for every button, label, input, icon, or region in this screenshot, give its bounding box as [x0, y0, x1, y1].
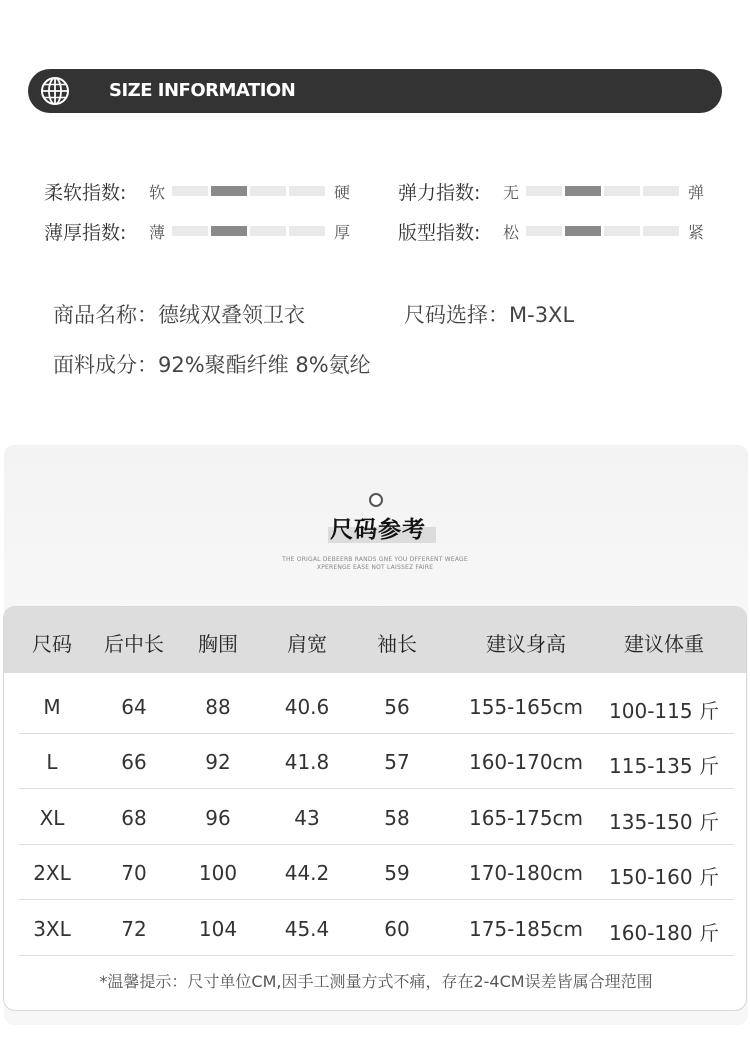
index-scale [172, 226, 325, 236]
table-cell: 45.4 [284, 917, 330, 941]
section-subtitle-line2: XPERENGE EASE NOT LAISSEZ FAIRE [316, 564, 434, 571]
index-scale-segment [211, 226, 247, 236]
index-row [44, 219, 354, 243]
index-scale-segment [172, 226, 208, 236]
index-scale-segment [643, 226, 679, 236]
index-scale-segment [565, 186, 601, 196]
index-scale-segment [289, 186, 325, 196]
table-cell: M [43, 695, 61, 719]
table-cell: 100 [198, 861, 238, 885]
column-header: 胸围 [198, 632, 238, 656]
index-label: 弹力指数: [398, 181, 481, 204]
table-cell: 135-150 斤 [609, 810, 719, 834]
section-subtitle-line1: THE ORIGAL DEBEERB RANDS GNE YOU DFFERENT WEAGE [282, 556, 468, 563]
size-information-banner [28, 69, 722, 113]
table-cell: 41.8 [284, 750, 330, 774]
circle-ornament-icon [369, 493, 383, 507]
table-cell: 160-180 斤 [609, 921, 719, 945]
table-cell: 43 [294, 806, 320, 830]
table-cell: 44.2 [284, 861, 330, 885]
table-cell: 88 [205, 695, 231, 719]
table-cell: 115-135 斤 [609, 754, 719, 778]
table-cell: 170-180cm [468, 861, 584, 885]
row-divider [19, 899, 734, 900]
index-scale-segment [643, 186, 679, 196]
index-scale-segment [172, 186, 208, 196]
table-cell: 58 [384, 806, 410, 830]
index-max-label: 紧 [688, 223, 705, 242]
table-cell: XL [39, 806, 65, 830]
column-header: 袖长 [377, 632, 417, 656]
row-divider [19, 844, 734, 845]
index-min-label: 松 [503, 223, 520, 242]
index-scale [526, 226, 679, 236]
header-title: SIZE INFORMATION [109, 80, 296, 101]
row-divider [19, 733, 734, 734]
index-label: 薄厚指数: [44, 221, 127, 244]
table-cell: 150-160 斤 [609, 865, 719, 889]
table-cell: 160-170cm [468, 750, 584, 774]
index-min-label: 软 [149, 183, 166, 202]
index-label: 柔软指数: [44, 181, 127, 204]
index-scale-segment [526, 226, 562, 236]
table-cell: 70 [121, 861, 147, 885]
table-cell: 72 [121, 917, 147, 941]
table-cell: 68 [121, 806, 147, 830]
size-note: *温馨提示：尺寸单位CM,因手工测量方式不痛，存在2-4CM误差皆属合理范围 [99, 972, 653, 991]
index-scale-segment [565, 226, 601, 236]
table-cell: 60 [384, 917, 410, 941]
row-divider [19, 955, 734, 956]
fabric-composition: 面料成分：92%聚酯纤维 8%氨纶 [53, 353, 371, 377]
globe-icon [40, 76, 70, 106]
table-cell: 92 [205, 750, 231, 774]
index-max-label: 厚 [334, 223, 351, 242]
index-label: 版型指数: [398, 221, 481, 244]
index-scale-segment [250, 186, 286, 196]
column-header: 肩宽 [287, 632, 327, 656]
index-scale-segment [211, 186, 247, 196]
column-header: 尺码 [32, 632, 72, 656]
index-scale-segment [289, 226, 325, 236]
index-row [398, 179, 708, 203]
index-scale-segment [604, 186, 640, 196]
table-cell: 57 [384, 750, 410, 774]
column-header: 建议体重 [624, 632, 704, 656]
table-cell: L [46, 750, 58, 774]
table-cell: 3XL [33, 917, 71, 941]
table-cell: 155-165cm [468, 695, 584, 719]
table-cell: 96 [205, 806, 231, 830]
index-min-label: 无 [503, 183, 520, 202]
index-scale [526, 186, 679, 196]
index-scale-segment [526, 186, 562, 196]
index-max-label: 硬 [334, 183, 351, 202]
table-cell: 104 [198, 917, 238, 941]
table-cell: 59 [384, 861, 410, 885]
index-min-label: 薄 [149, 223, 166, 242]
index-scale-segment [604, 226, 640, 236]
table-cell: 40.6 [284, 695, 330, 719]
table-header [4, 607, 747, 673]
table-cell: 175-185cm [468, 917, 584, 941]
table-cell: 165-175cm [468, 806, 584, 830]
row-divider [19, 788, 734, 789]
index-scale-segment [250, 226, 286, 236]
size-table [3, 606, 747, 1011]
table-cell: 64 [121, 695, 147, 719]
column-header: 后中长 [104, 632, 164, 656]
index-row [398, 219, 708, 243]
table-cell: 2XL [33, 861, 71, 885]
table-cell: 66 [121, 750, 147, 774]
product-name: 商品名称：德绒双叠领卫衣 [53, 303, 305, 327]
index-max-label: 弹 [688, 183, 705, 202]
size-selection: 尺码选择：M-3XL [404, 303, 575, 327]
section-title: 尺码参考 [330, 517, 426, 543]
table-cell: 56 [384, 695, 410, 719]
index-row [44, 179, 354, 203]
table-cell: 100-115 斤 [609, 699, 719, 723]
column-header: 建议身高 [486, 632, 566, 656]
index-scale [172, 186, 325, 196]
